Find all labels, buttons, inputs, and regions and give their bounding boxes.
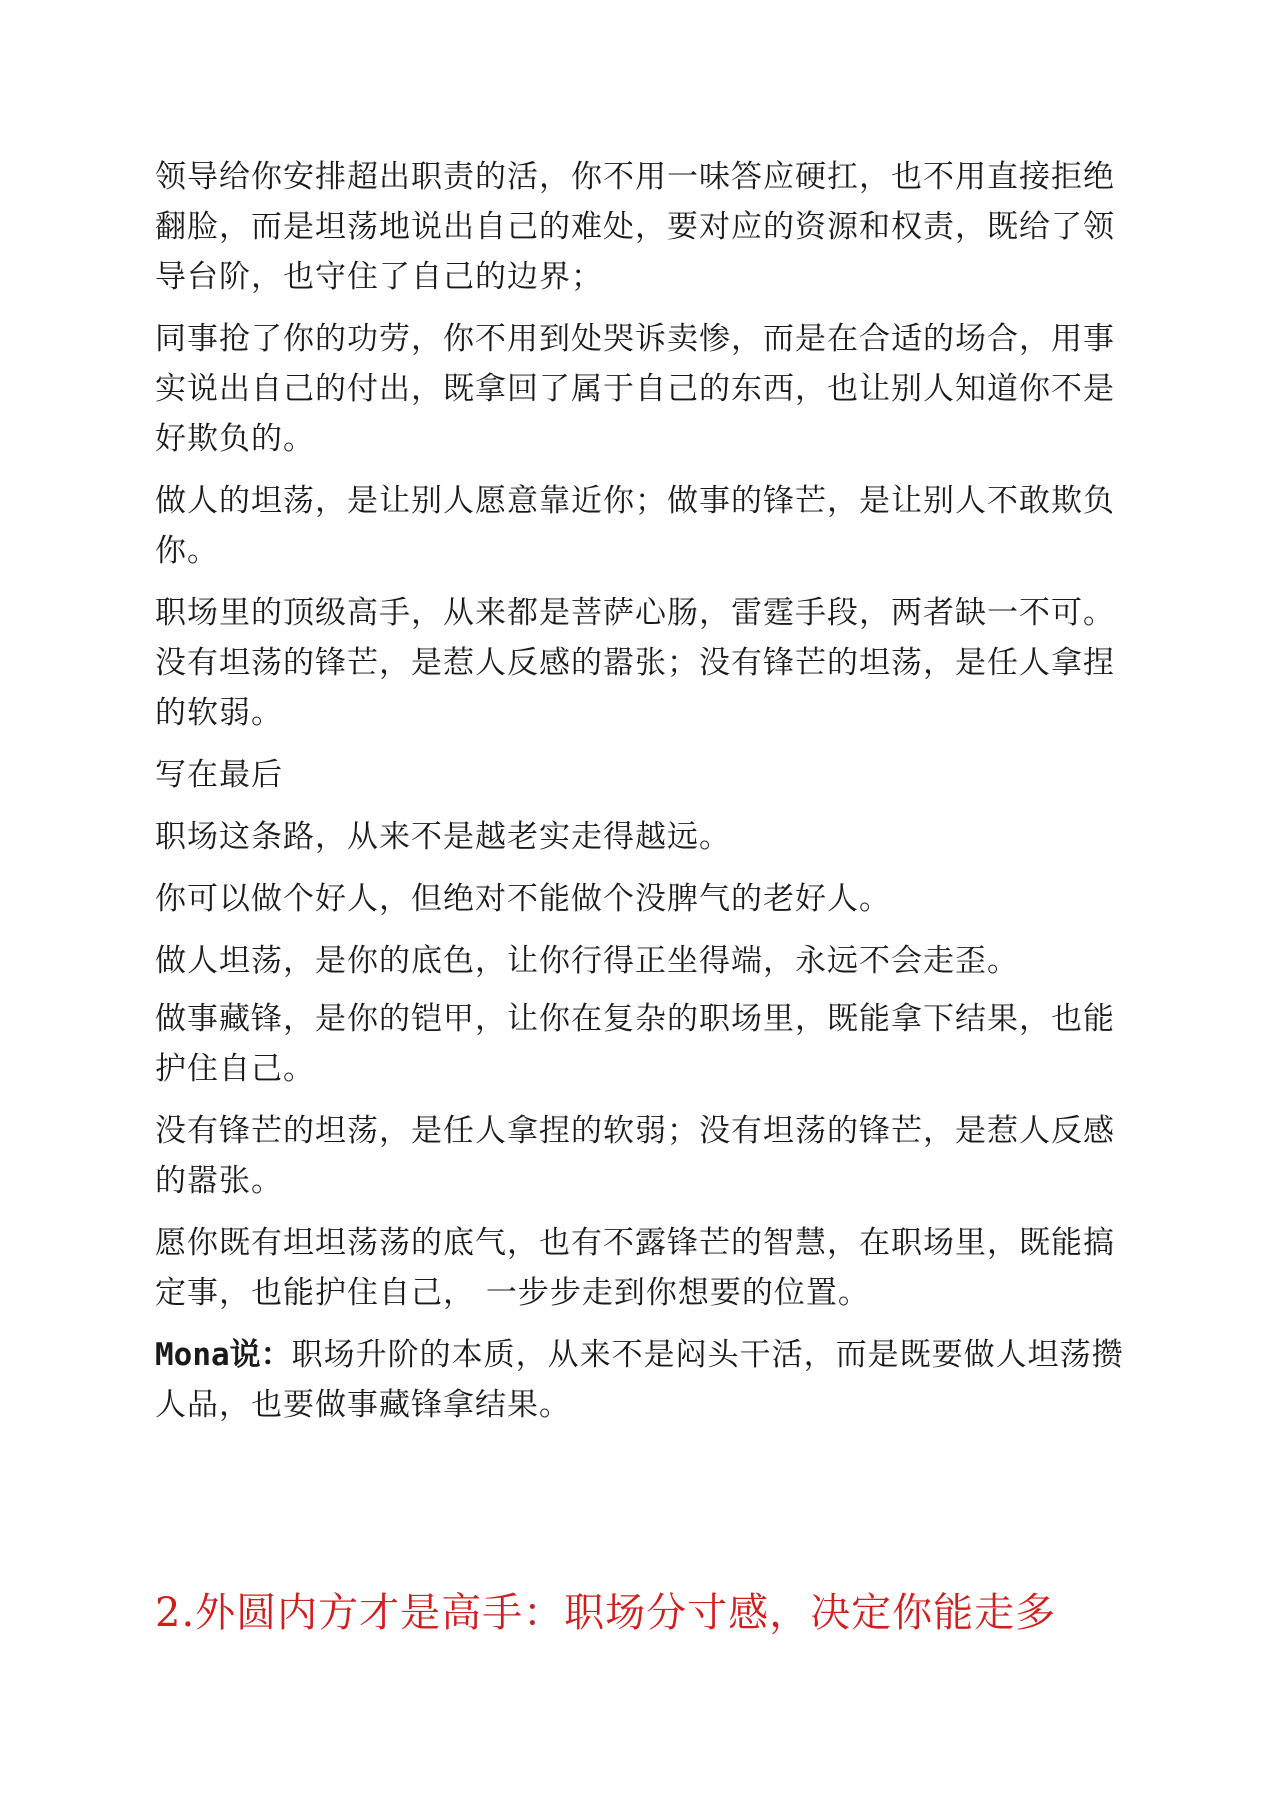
section-heading: 2.外圆内方才是高手：职场分寸感，决定你能走多 [155,1590,1057,1636]
paragraph-good-person: 你可以做个好人，但绝对不能做个没脾气的老好人。 [155,881,891,917]
article-body [155,152,1135,1442]
paragraph-top-performers: 职场里的顶级高手，从来都是菩萨心肠，雷霆手段，两者缺一不可。没有坦荡的锋芒，是惹人反感的嚣张；没有锋芒的坦荡，是任人拿捏的软弱。 [155,595,1115,731]
subheading-final-words: 写在最后 [155,757,283,793]
mona-says-lead: Mona说： [155,1337,292,1373]
paragraph-wish: 愿你既有坦坦荡荡的底气，也有不露锋芒的智慧，在职场里，既能搞定事，也能护住自己， 一步步走到你想要的位置。 [155,1225,1115,1311]
paragraph-colleague-credit: 同事抢了你的功劳，你不用到处哭诉卖惨，而是在合适的场合，用事实说出自己的付出，既拿回了属于自己的东西，也让别人知道你不是好欺负的。 [155,321,1115,457]
mona-says-text: 职场升阶的本质，从来不是闷头干活，而是既要做人坦荡攒人品，也要做事藏锋拿结果。 [155,1337,1124,1423]
paragraph-candor-base: 做人坦荡，是你的底色，让你行得正坐得端，永远不会走歪。 [155,943,1019,979]
paragraph-mona-says [155,1330,1135,1430]
paragraph-career-path: 职场这条路，从来不是越老实走得越远。 [155,819,731,855]
paragraph-boundary-with-leader: 领导给你安排超出职责的活，你不用一味答应硬扛，也不用直接拒绝翻脸，而是坦荡地说出自己的难处，要对应的资源和权责，既给了领导台阶，也守住了自己的边界； [155,159,1115,295]
paragraph-balance: 没有锋芒的坦荡，是任人拿捏的软弱；没有坦荡的锋芒，是惹人反感的嚣张。 [155,1113,1115,1199]
paragraph-hidden-edge: 做事藏锋，是你的铠甲，让你在复杂的职场里，既能拿下结果，也能护住自己。 [155,1001,1115,1087]
paragraph-candor-and-edge: 做人的坦荡，是让别人愿意靠近你；做事的锋芒，是让别人不敢欺负你。 [155,483,1115,569]
